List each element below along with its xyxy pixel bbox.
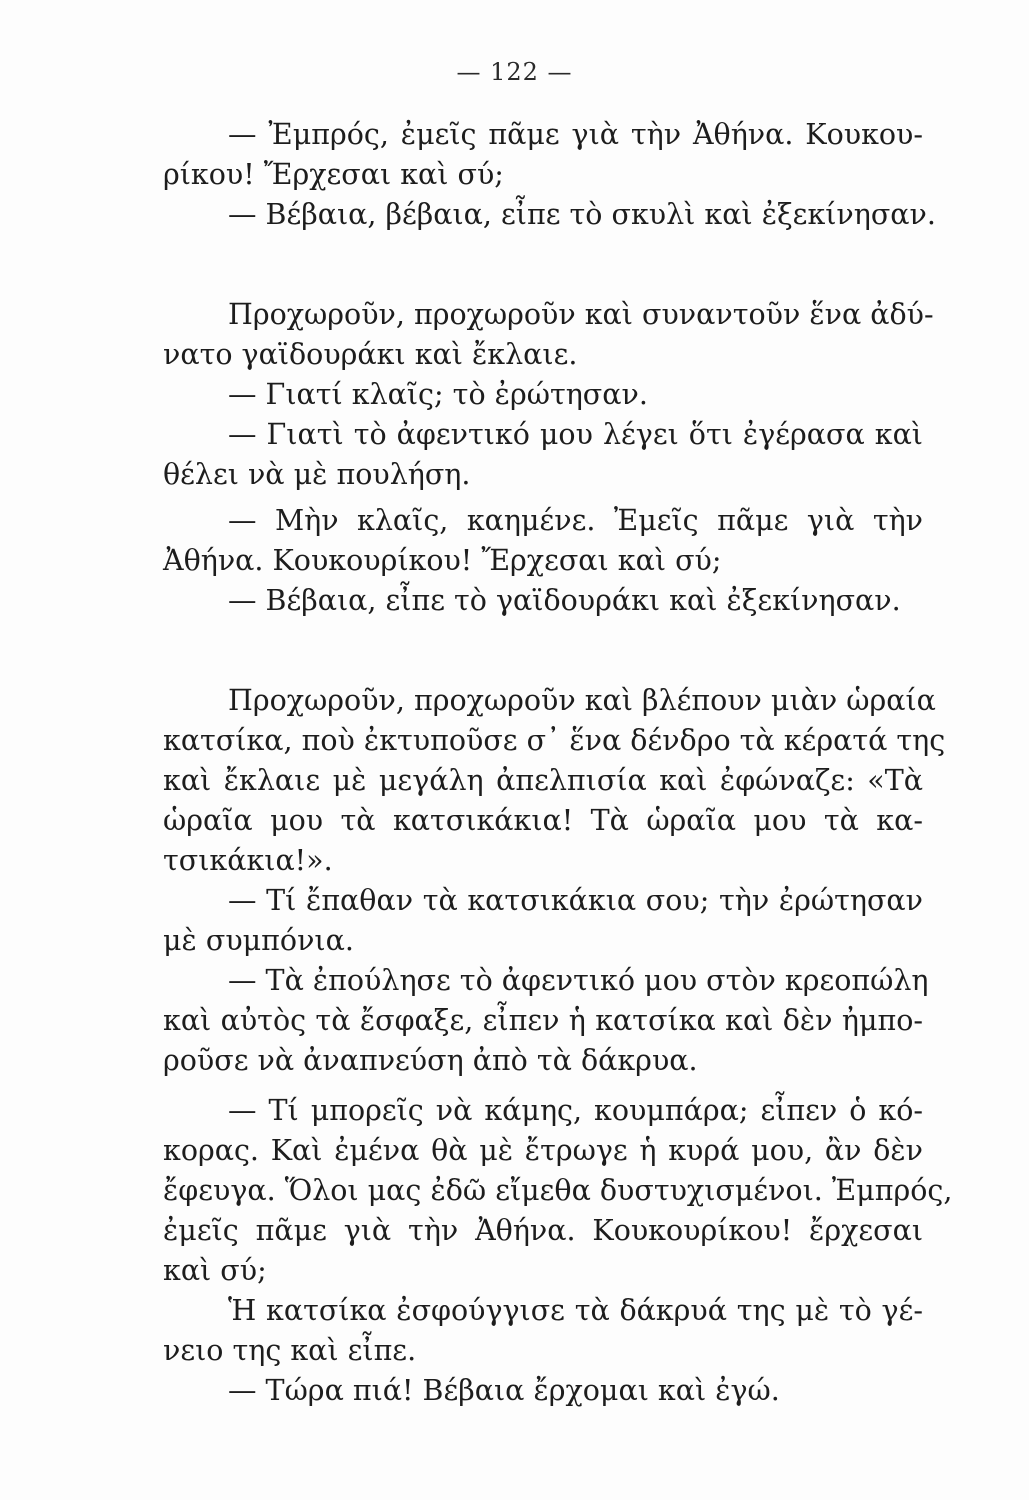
text-line: — Βέβαια, εἶπε τὸ γαϊδουράκι καὶ ἐξεκίνησαν. — [228, 584, 901, 617]
text-line: — Τί μπορεῖς νὰ κάμης, κουμπάρα; εἶπεν ὁ κό- — [228, 1094, 923, 1127]
text-line: καὶ σύ; — [163, 1254, 267, 1287]
text-line: — Τί ἔπαθαν τὰ κατσικάκια σου; τὴν ἐρώτησαν — [228, 884, 923, 917]
text-line: — Γιατί κλαῖς; τὸ ἐρώτησαν. — [228, 378, 648, 411]
text-line: τσικάκια!». — [163, 844, 333, 877]
text-line: ἐμεῖς πᾶμε γιὰ τὴν Ἀθήνα. Κουκουρίκου! ἔρχεσαι — [163, 1214, 923, 1247]
text-line: — Ἐμπρός, ἐμεῖς πᾶμε γιὰ τὴν Ἀθήνα. Κουκου- — [228, 118, 923, 151]
text-line: — Γιατὶ τὸ ἀφεντικό μου λέγει ὅτι ἐγέρασα καὶ — [228, 418, 923, 451]
page-number: — 122 — — [456, 58, 573, 86]
text-line: νειο της καὶ εἶπε. — [163, 1334, 417, 1367]
text-line: — Μὴν κλαῖς, καημένε. Ἐμεῖς πᾶμε γιὰ τὴν — [228, 504, 923, 537]
text-line: Ἀθήνα. Κουκουρίκου! Ἔρχεσαι καὶ σύ; — [163, 544, 722, 577]
text-line: καὶ ἔκλαιε μὲ μεγάλη ἀπελπισία καὶ ἐφώναζε: «Τὰ — [163, 764, 923, 797]
text-line: ροῦσε νὰ ἀναπνεύση ἀπὸ τὰ δάκρυα. — [163, 1044, 698, 1077]
text-line: κορας. Καὶ ἐμένα θὰ μὲ ἔτρωγε ἡ κυρά μου, ἂν δὲν — [163, 1134, 923, 1167]
text-line: — Βέβαια, βέβαια, εἶπε τὸ σκυλὶ καὶ ἐξεκίνησαν. — [228, 198, 936, 231]
text-line: καὶ αὐτὸς τὰ ἔσφαξε, εἶπεν ἡ κατσίκα καὶ δὲν ἠμπο- — [163, 1004, 923, 1037]
text-line: νατο γαϊδουράκι καὶ ἔκλαιε. — [163, 338, 578, 371]
text-line: — Τὰ ἐπούλησε τὸ ἀφεντικό μου στὸν κρεοπώλη — [228, 964, 929, 997]
text-line: — Τώρα πιά! Βέβαια ἔρχομαι καὶ ἐγώ. — [228, 1374, 780, 1407]
text-line: ὡραῖα μου τὰ κατσικάκια! Τὰ ὡραῖα μου τὰ κα- — [163, 804, 923, 837]
text-line: θέλει νὰ μὲ πουλήση. — [163, 458, 471, 491]
text-line: Ἡ κατσίκα ἐσφούγγισε τὰ δάκρυά της μὲ τὸ γέ- — [228, 1294, 923, 1327]
text-line: ρίκου! Ἔρχεσαι καὶ σύ; — [163, 158, 504, 191]
text-line: ἔφευγα. Ὅλοι μας ἐδῶ εἴμεθα δυστυχισμένοι. Ἐμπρός, — [163, 1174, 953, 1207]
text-line: μὲ συμπόνια. — [163, 924, 354, 957]
text-line: κατσίκα, ποὺ ἐκτυποῦσε σ᾿ ἕνα δένδρο τὰ κέρατά της — [163, 724, 946, 757]
text-line: Προχωροῦν, προχωροῦν καὶ βλέπουν μιὰν ὡραία — [228, 684, 936, 717]
text-line: Προχωροῦν, προχωροῦν καὶ συναντοῦν ἕνα ἀδύ- — [228, 298, 934, 331]
